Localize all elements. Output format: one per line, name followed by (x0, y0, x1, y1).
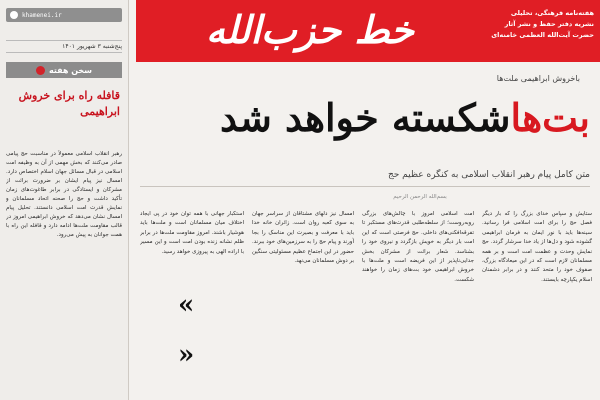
site-logo-icon (10, 11, 18, 19)
headline-subtitle: متن کامل پیام رهبر انقلاب اسلامی به کنگره عظیم حج (387, 170, 590, 180)
masthead-subtitle (478, 8, 594, 54)
issue-date: پنج‌شنبه ۳ شهریور ۱۴۰۱ (6, 40, 122, 53)
headline-black-part: شکسته خواهد شد (220, 95, 511, 140)
badge-dot-icon (36, 66, 45, 75)
quote-open-icon: « (178, 290, 195, 320)
divider (140, 186, 590, 187)
article-column-3: امسال نیز دلهای مشتاقان از سراسر جهان به سوی کعبه روان است. زائران خانه خدا باید با معرفت و بصیرت این مناسک را بجا آورند و پیام حج را به سرزمین‌های خود ببرند. حضور در این اجتماع عظیم مسئولیتی سنگین بر دوش مسلمانان می‌نهد. (252, 211, 354, 265)
masthead-sub-line: هفته‌نامه فرهنگی، تحلیلی (510, 9, 594, 17)
headline-red-part: بت‌ها (510, 95, 590, 140)
site-strip (6, 8, 122, 22)
article-column-1: ستایش و سپاس خدای بزرگ را که بار دیگر فصل حج را برای امت اسلامی فرا رسانید. سینه‌ها باید با نور ایمان به فرمان ابراهیمی گشوده شود و دل‌ها از یاد خدا سرشار گردد. حج نمایش وحدت و عظمت امت است و بر همه مسلمانان لازم است که در این میعادگاه بزرگ، صفوف خود را متحد کنند و در برابر دشمنان اسلام یکپارچه بایستند. (482, 211, 592, 283)
main-headline (150, 88, 590, 148)
masthead-sub-line: نشریه دفتر حفظ و نشر آثار (504, 20, 594, 28)
article-column-4: استکبار جهانی با همه توان خود در پی ایجاد اختلاف میان مسلمانان است و ملت‌ها باید هوشیار باشند. امروز مقاومت ملت‌ها در برابر ظلم نشانه زنده بودن امت است و این مسیر با اراده الهی به پیروزی خواهد رسید. (140, 211, 244, 255)
section-label: سخن هفته (48, 65, 93, 75)
article-column-2: امت اسلامی امروز با چالش‌های بزرگی روبه‌روست؛ از سلطه‌طلبی قدرت‌های مستکبر تا تفرقه‌افکنی‌های داخلی. حج فرصتی است که این امت بار دیگر به خویش بازگردد و نیروی خود را بشناسد. شعار برائت از مشرکان بخش جدایی‌ناپذیر از این فریضه است و ملت‌ها با خروش ابراهیمی خود بت‌های زمان را خواهند شکست. (362, 211, 474, 283)
newspaper-logo: خط حزب‌الله (205, 7, 415, 52)
left-article-body: رهبر انقلاب اسلامی معمولاً در مناسبت حج پیامی صادر می‌کنند که بخش مهمی از آن به وظیفه امت اسلامی در قبال مسائل جهان اسلام اختصاص دارد. امسال نیز پیام ایشان بر ضرورت برائت از مشرکان و ایستادگی در برابر طاغوت‌های زمان تأکید داشت و حج را صحنه اتحاد مسلمانان و نمایش قدرت امت اسلامی دانستند. تحلیل پیام امسال نشان می‌دهد که خروش ابراهیمی امروز در قالب مقاومت ملت‌ها ادامه دارد و قافله این راه با همت جوانان به پیش می‌رود. (6, 151, 122, 238)
section-badge (6, 62, 122, 78)
left-article-title: قافله راه برای خروش ابراهیمی (18, 89, 120, 118)
headline-kicker: باخروش ابراهیمی ملت‌ها (496, 74, 580, 83)
quote-close-icon: » (178, 340, 195, 370)
pull-quote-marks (178, 290, 195, 372)
site-url: khamenei.ir (22, 11, 62, 19)
left-column (0, 0, 129, 400)
masthead-sub-line: حضرت آیت‌الله العظمی خامنه‌ای (491, 31, 594, 39)
byline: بسم‌الله الرحمن الرحیم (393, 194, 447, 200)
